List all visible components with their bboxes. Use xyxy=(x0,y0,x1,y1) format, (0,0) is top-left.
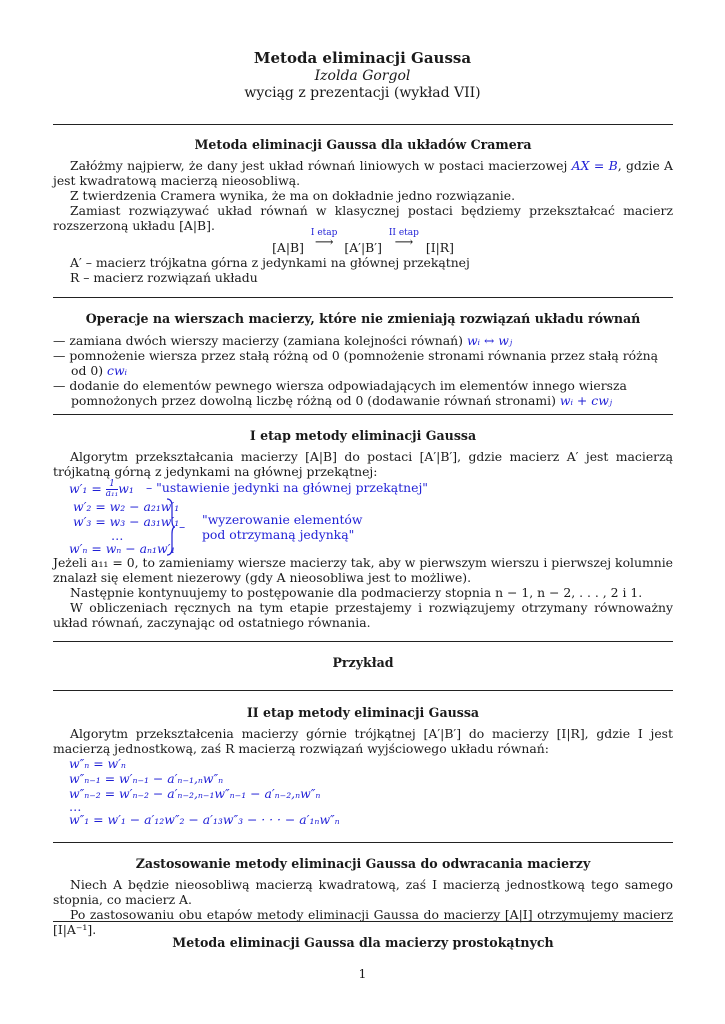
long-arrow-icon: ⟶ xyxy=(394,235,414,250)
text-run: , gdzie A jest kwadratową macierzą nieosobliwą. xyxy=(53,158,674,188)
paragraph: Jeżeli a₁₁ = 0, to zamieniamy wiersze macierzy tak, aby w pierwszym wierszu i pierwszej kolumnie znalazł się element niezerowy (gdy A nieosobliwa jest to możliwe). xyxy=(53,555,673,585)
paragraph: Po zastosowaniu obu etapów metody eliminacji Gaussa do macierzy [A|I] otrzymujemy macierz [I|A⁻¹]. xyxy=(53,907,673,937)
definitions xyxy=(53,255,673,285)
document-title: Metoda eliminacji Gaussa xyxy=(253,49,472,67)
section-divider xyxy=(53,842,673,843)
list-item xyxy=(53,348,673,378)
section-title-inverse: Zastosowanie metody eliminacji Gaussa do odwracania macierzy xyxy=(135,856,591,871)
paragraph: Z twierdzenia Cramera wynika, że ma on dokładnie jedno rozwiązanie. xyxy=(70,188,516,203)
brace-note-line: "wyzerowanie elementów xyxy=(202,512,363,527)
stage-1-equations xyxy=(53,478,673,556)
diagram-arrow-2 xyxy=(389,228,419,248)
section-title-row-ops: Operacje na wierszach macierzy, które nie zmieniają rozwiązań układu równań xyxy=(85,311,641,326)
equation-line: w″ₙ = w′ₙ xyxy=(69,756,126,771)
document-author: Izolda Gorgol xyxy=(314,68,411,84)
math-inline: AX = B xyxy=(571,158,618,173)
stage-diagram xyxy=(53,228,673,254)
section-title-stage-1: I etap metody eliminacji Gaussa xyxy=(249,428,477,443)
math-inline: wᵢ ↔ wⱼ xyxy=(466,333,513,348)
arrow-label: II etap xyxy=(388,228,419,238)
paragraph: Algorytm przekształcania macierzy [A|B] do postaci [A′|B′], gdzie macierz A′ jest macierzą trójkatną górną z jedynkami na głównej przekątnej: xyxy=(53,449,673,479)
row-ops-list xyxy=(53,333,673,408)
equation-line xyxy=(69,480,134,499)
document-subtitle: wyciąg z prezentacji (wykład VII) xyxy=(244,85,481,101)
paragraph: W obliczeniach ręcznych na tym etapie przestajemy i rozwiązujemy otrzymany równoważny układ równań, zaczynając od ostatniego równania. xyxy=(53,600,673,630)
paragraph: Algorytm przekształcenia macierzy górnie trójkątnej [A′|B′] do macierzy [I|R], gdzie I jest macierzą jednostkową, zaś R macierzą rozwiązań wyjściowego układu równań: xyxy=(53,726,673,756)
section-divider xyxy=(53,124,673,125)
page-number: 1 xyxy=(358,966,367,981)
section-title-cramer: Metoda eliminacji Gaussa dla układów Cramera xyxy=(194,137,532,152)
stage-1-body xyxy=(53,555,673,630)
list-item xyxy=(53,333,673,348)
equation-ellipsis: … xyxy=(69,799,82,814)
equation-line: w′ₙ = wₙ − aₙ₁w′₁ xyxy=(69,541,176,556)
brace-note-line: pod otrzymaną jedynką" xyxy=(202,527,355,542)
right-brace-icon xyxy=(166,498,176,556)
equation-line: w″ₙ₋₂ = w′ₙ₋₂ − a′ₙ₋₂,ₙ₋₁w″ₙ₋₁ − a′ₙ₋₂,ₙw″ₙ xyxy=(69,786,321,801)
diagram-arrow-1 xyxy=(311,228,338,248)
section-divider xyxy=(53,690,673,691)
equation-ellipsis: … xyxy=(111,528,124,543)
definition-a-prime: A′ – macierz trójkatna górna z jedynkami na głównej przekątnej xyxy=(70,255,470,270)
paragraph: Zamiast rozwiązywać układ równań w klasycznej postaci będziemy przekształcać macierz rozszerzoną układu [A|B]. xyxy=(53,203,673,233)
equation-line: w″ₙ₋₁ = w′ₙ₋₁ − a′ₙ₋₁,ₙw″ₙ xyxy=(69,771,224,786)
math-inline: cwᵢ xyxy=(107,363,128,378)
stage-2-intro xyxy=(53,726,673,756)
equation-line: w′₃ = w₃ − a₃₁w′₁ xyxy=(73,514,180,529)
section-divider xyxy=(53,414,673,415)
fraction-denominator: a₁₁ xyxy=(105,489,119,499)
paragraph: Niech A będzie nieosobliwą macierzą kwadratową, zaś I macierzą jednostkową tego samego stopnia, co macierz A. xyxy=(53,877,673,907)
inverse-body xyxy=(53,877,673,937)
long-arrow-icon: ⟶ xyxy=(314,235,334,250)
fraction-numerator: 1 xyxy=(106,480,119,490)
arrow-label: I etap xyxy=(310,228,338,238)
text-run: Załóżmy najpierw, że dany jest układ równań liniowych w postaci macierzowej xyxy=(70,158,572,173)
list-item xyxy=(53,378,673,408)
paragraph: Następnie kontynuujemy to postępowanie dla podmacierzy stopnia n − 1, n − 2, . . . , 2 i 1. xyxy=(70,585,643,600)
brace-note-dash: – xyxy=(179,519,186,534)
definition-r: R – macierz rozwiązań układu xyxy=(70,270,258,285)
section-title-example: Przykład xyxy=(332,655,394,670)
diagram-right: [I|R] xyxy=(425,240,454,255)
math-inline: wᵢ + cwⱼ xyxy=(559,393,613,408)
equation-line: w′₂ = w₂ − a₂₁w′₁ xyxy=(73,499,180,514)
section-divider xyxy=(53,297,673,298)
text-run: — dodanie do elementów pewnego wiersza odpowiadających im elementów innego wiersza pomnożonych przez dowolną liczbę różną od 0 (dodawanie równań stronami) xyxy=(53,378,627,408)
stage-2-equations xyxy=(53,756,673,827)
text-run: — pomnożenie wiersza przez stałą różną od 0 (pomnożenie stronami równania przez stałą różną od 0) xyxy=(53,348,659,378)
eq-rhs: w₁ xyxy=(118,481,134,496)
stage-1-intro xyxy=(53,449,673,479)
section-title-rectangular: Metoda eliminacji Gaussa dla macierzy prostokątnych xyxy=(172,935,554,950)
equation-note: – "ustawienie jedynki na głównej przekątnej" xyxy=(146,480,429,495)
text-run: — zamiana dwóch wierszy macierzy (zamiana kolejności równań) xyxy=(53,333,467,348)
diagram-mid: [A′|B′] xyxy=(344,240,382,255)
section-title-stage-2: II etap metody eliminacji Gaussa xyxy=(246,705,480,720)
fraction xyxy=(106,480,119,499)
section-divider xyxy=(53,921,673,922)
paragraph xyxy=(53,158,673,188)
section-divider xyxy=(53,641,673,642)
eq-lhs: w′₁ = xyxy=(69,481,106,496)
diagram-left: [A|B] xyxy=(272,240,304,255)
section-body-cramer xyxy=(53,158,673,233)
equation-line: w″₁ = w′₁ − a′₁₂w″₂ − a′₁₃w″₃ − · · · − a′₁ₙw″ₙ xyxy=(69,812,340,827)
